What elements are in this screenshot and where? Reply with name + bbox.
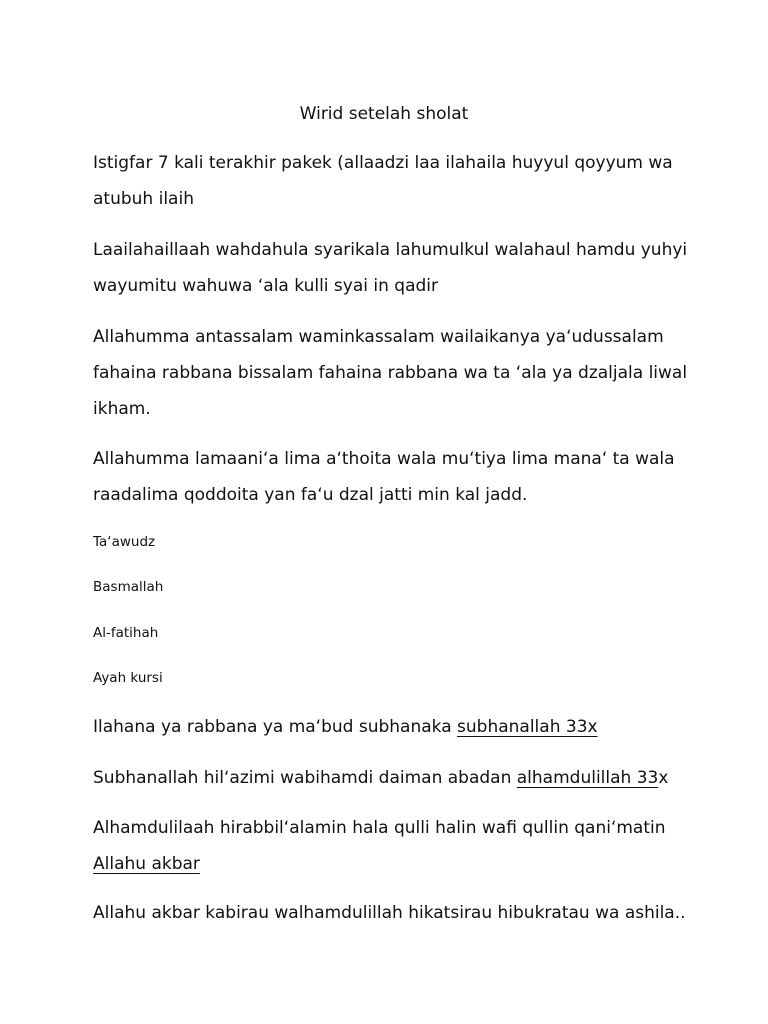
dzikir-line-2-count: alhamdulillah 33 — [516, 768, 659, 788]
dzikir-line-3-text: Alhamdulilaah hirabbil‘alamin hala qulli halin wafi qullin qani‘matin — [93, 818, 666, 838]
paragraph-istigfar: Istigfar 7 kali terakhir pakek (allaadzi laa ilahaila huyyul qoyyum wa atubuh ilaih — [93, 153, 673, 209]
dzikir-line-4 — [93, 895, 693, 931]
list-item-al-fatihah: Al-fatihah — [93, 625, 159, 641]
dzikir-line-1 — [93, 709, 693, 745]
dzikir-line-4-text: Allahu akbar kabirau walhamdulillah hikatsirau hibukratau wa ashila.. — [93, 903, 686, 923]
list-item-basmallah: Basmallah — [93, 579, 164, 595]
paragraph-allahumma-lamaania: Allahumma lamaani‘a lima a‘thoita wala mu‘tiya lima mana‘ ta wala raadalima qoddoita yan fa‘u dzal jatti min kal jadd. — [93, 449, 675, 505]
dzikir-line-1-text: Ilahana ya rabbana ya ma‘bud subhanaka — [93, 717, 458, 737]
paragraph-allahumma-antassalam: Allahumma antassalam waminkassalam wailaikanya ya‘udussalam fahaina rabbana bissalam fahaina rabbana wa ta ‘ala ya dzaljala liwal ikham. — [93, 327, 688, 419]
list-item-ayah-kursi: Ayah kursi — [93, 670, 163, 686]
dzikir-line-2-tail: x — [658, 768, 669, 788]
document-title: Wirid setelah sholat — [299, 104, 469, 124]
dzikir-line-3-count: Allahu akbar — [93, 854, 200, 874]
dzikir-line-2-text: Subhanallah hil‘azimi wabihamdi daiman abadan — [93, 768, 517, 788]
paragraph-tahlil: Laailahaillaah wahdahula syarikala lahumulkul walahaul hamdu yuhyi wayumitu wahuwa ‘ala kulli syai in qadir — [93, 240, 688, 296]
list-item-taawudz: Ta‘awudz — [93, 534, 156, 550]
dzikir-line-3 — [93, 810, 693, 882]
dzikir-line-1-count: subhanallah 33x — [457, 717, 598, 737]
dzikir-line-2 — [93, 760, 693, 796]
